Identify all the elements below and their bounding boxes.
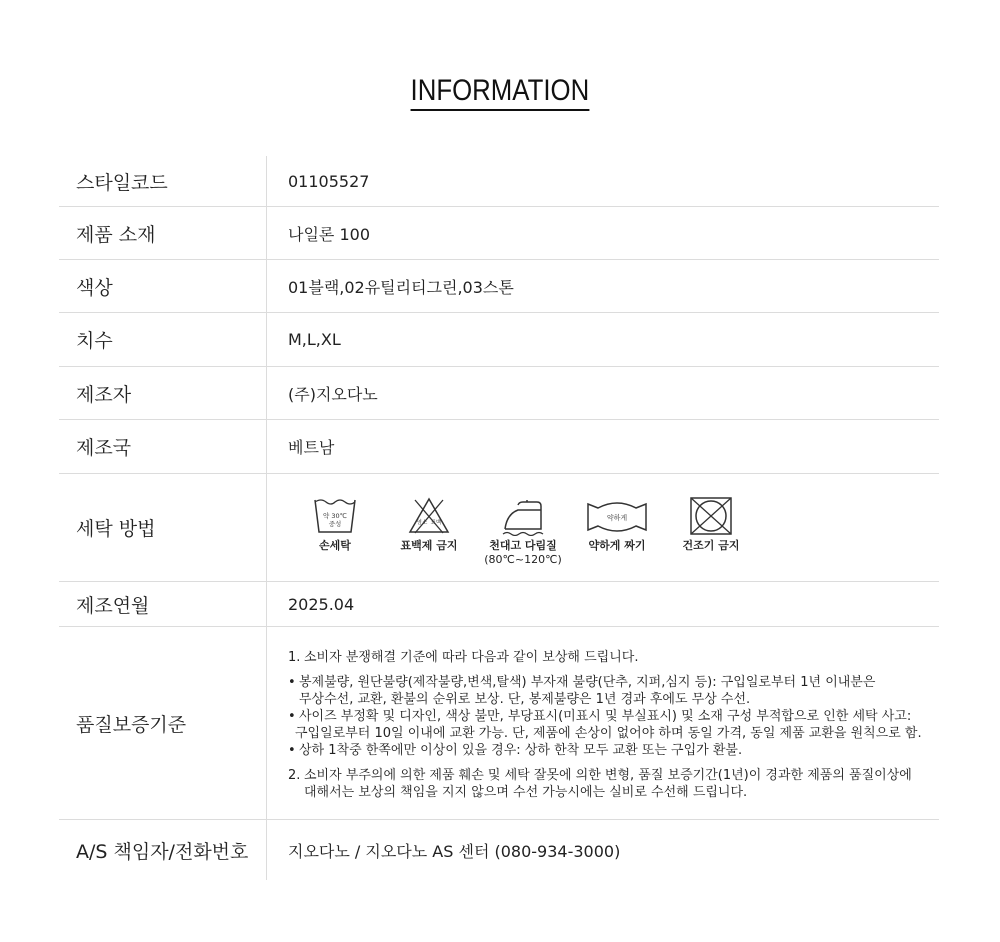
no-tumble-dry-icon <box>689 496 733 536</box>
row-label: 치수 <box>59 313 267 366</box>
quality-item-2 <box>288 767 922 801</box>
wash-item-dryer <box>664 496 758 553</box>
row-material <box>59 207 939 260</box>
bullet-line: 무상수선, 교환, 환불의 순위로 보상. 단, 봉제불량은 1년 경과 후에도 무상 수선. <box>299 692 751 707</box>
icon-text: 표백 <box>430 520 442 526</box>
quality-item-1 <box>288 649 922 666</box>
row-value: 2025.04 <box>288 594 355 614</box>
row-label: 스타일코드 <box>59 156 267 206</box>
quality-bullet: • 봉제불량, 원단불량(제작불량,변색,탈색) 부자재 불량(단추, 지퍼,심지 등): 구입일로부터 1년 이내분은 무상수선, 교환, 환불의 순위로 보상. 단, 봉제불량은 1년 경과 후에도 무상 수선. <box>288 675 876 707</box>
gentle-wring-icon <box>586 496 648 536</box>
row-maker <box>59 367 939 420</box>
row-color <box>59 260 939 313</box>
icon-subcaption: (80℃~120℃) <box>484 553 562 566</box>
wash-item-iron <box>476 496 570 567</box>
icon-text: 염소 <box>416 520 428 526</box>
wash-item-hand <box>288 496 382 553</box>
row-label: 제조자 <box>59 367 267 419</box>
icon-caption: 건조기 금지 <box>682 539 740 552</box>
icon-text: 중성 <box>328 520 342 528</box>
row-label: 제조연월 <box>59 582 267 626</box>
row-date <box>59 582 939 627</box>
icon-text: 약 30℃ <box>323 512 347 520</box>
row-value: 01105527 <box>288 171 370 191</box>
row-value: 지오다노 / 지오다노 AS 센터 (080-934-3000) <box>288 841 621 861</box>
bullet-line: 상하 1착중 한쪽에만 이상이 있을 경우: 상하 한착 모두 교환 또는 구입가 환불. <box>299 743 743 758</box>
item-text: 대해서는 보상의 책임을 지지 않으며 수선 가능시에는 실비로 수선해 드립니다. <box>304 785 748 800</box>
row-value: 나일론 100 <box>288 224 370 244</box>
wash-item-wring <box>570 496 664 553</box>
bullet-line: 사이즈 부정확 및 디자인, 색상 불만, 부당표시(미표시 및 부실표시) 및 소재 구성 부적합으로 인한 세탁 사고: <box>299 709 912 724</box>
iron-icon <box>501 496 545 536</box>
icon-caption: 천대고 다림질 <box>489 539 557 552</box>
icon-caption: 약하게 짜기 <box>588 539 646 552</box>
row-wash <box>59 474 939 582</box>
quality-bullet: • 상하 1착중 한쪽에만 이상이 있을 경우: 상하 한착 모두 교환 또는 구입가 환불. <box>288 743 743 758</box>
page-title: INFORMATION <box>411 74 590 111</box>
row-value: 베트남 <box>288 438 335 457</box>
no-bleach-icon <box>407 496 451 536</box>
wash-icons <box>267 474 939 581</box>
row-country <box>59 420 939 474</box>
row-value: 01블랙,02유틸리티그린,03스톤 <box>288 277 514 297</box>
row-as <box>59 820 939 880</box>
icon-text: 약하게 <box>606 514 628 522</box>
row-label: 세탁 방법 <box>59 474 267 581</box>
row-value: (주)지오다노 <box>288 384 378 404</box>
item-number: 1. <box>288 650 301 665</box>
row-quality <box>59 627 939 820</box>
row-label: 제조국 <box>59 420 267 473</box>
row-label: 제품 소재 <box>59 207 267 259</box>
row-size <box>59 313 939 367</box>
item-text: 소비자 분쟁해결 기준에 따라 다음과 같이 보상해 드립니다. <box>304 650 639 665</box>
hand-wash-30-icon <box>313 496 357 536</box>
icon-caption: 표백제 금지 <box>400 539 458 552</box>
row-label: 품질보증기준 <box>59 627 267 819</box>
item-number: 2. <box>288 768 301 783</box>
row-label: 색상 <box>59 260 267 312</box>
icon-caption: 손세탁 <box>319 539 351 552</box>
row-value: M,L,XL <box>288 330 341 349</box>
info-table <box>59 156 939 880</box>
quality-text <box>267 627 939 819</box>
bullet-line: 봉제불량, 원단불량(제작불량,변색,탈색) 부자재 불량(단추, 지퍼,심지 등): 구입일로부터 1년 이내분은 <box>299 675 876 690</box>
row-style-code <box>59 156 939 207</box>
row-label: A/S 책임자/전화번호 <box>59 820 267 880</box>
bullet-line: 구입일로부터 10일 이내에 교환 가능. 단, 제품에 손상이 없어야 하며 동일 가격, 동일 제품 교환을 원칙으로 함. <box>295 726 922 741</box>
quality-bullet: • 사이즈 부정확 및 디자인, 색상 불만, 부당표시(미표시 및 부실표시) 및 소재 구성 부적합으로 인한 세탁 사고: 구입일로부터 10일 이내에 교환 가능. 단, 제품에 손상이 없어야 하며 동일 가격, 동일 제품 교환을 원칙으로 함. <box>288 709 922 741</box>
item-text: 소비자 부주의에 의한 제품 훼손 및 세탁 잘못에 의한 변형, 품질 보증기간(1년)이 경과한 제품의 품질이상에 <box>304 768 912 783</box>
title-wrap <box>0 74 1000 111</box>
wash-item-bleach <box>382 496 476 553</box>
